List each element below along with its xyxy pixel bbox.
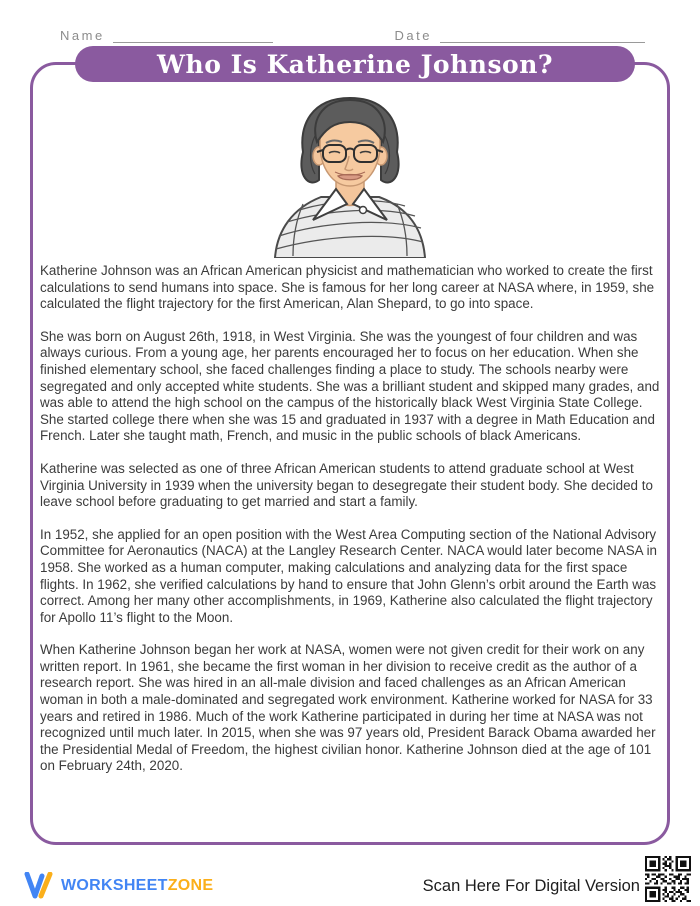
date-input-line[interactable] xyxy=(440,28,645,43)
field-spacer xyxy=(273,28,395,43)
title-bar xyxy=(75,46,635,82)
scan-here-text: Scan Here For Digital Version xyxy=(422,877,640,895)
paragraph-2: She was born on August 26th, 1918, in West Virginia. She was the youngest of four children and was always curious. From a young age, her parents encouraged her to focus on her education. When she finished elementary school, she faced challenges finding a place to study. The schools nearby were segregated and only accepted white students. She was a brilliant student and skipped many grades, and was able to attend the high school on the campus of the historically black West Virginia State College. She started college there when she was 15 and graduated in 1937 with a degree in Math Education and French. Later she taught math, French, and music in the public schools of black Americans. xyxy=(40,328,660,444)
logo-text xyxy=(61,877,213,895)
article-text xyxy=(40,263,661,775)
paragraph-5: When Katherine Johnson began her work at NASA, women were not given credit for their work on any written report. In 1961, she became the first woman in her division to receive credit as the author of a research report. She was hired in an all-male division and faced challenges as an African American woman in both a male-dominated and segregated work environment. Katherine worked for NASA for 33 years and retired in 1986. Much of the work Katherine participated in during her time at NASA was not recognized until much later. In 2015, when she was 97 years old, President Barack Obama awarded her the Presidential Medal of Freedom, the highest civilian honor. Katherine Johnson died at the age of 101 on February 24th, 2020. xyxy=(40,642,656,774)
name-input-line[interactable] xyxy=(113,28,273,43)
qr-code xyxy=(645,856,691,902)
paragraph-4: In 1952, she applied for an open position with the West Area Computing section of the National Advisory Committee for Aeronautics (NACA) at the Langley Research Center. NACA would later become NASA in 1958. She worked as a human computer, making calculations and analyzing data for the first space flights. In 1962, she verified calculations by hand to ensure that John Glenn’s orbit around the Earth was correct. Among her many other accomplishments, in 1969, Katherine also calculated the flight trajectory for Apollo 11’s flight to the Moon. xyxy=(40,526,658,625)
qr-code-icon xyxy=(645,856,691,902)
name-field-group xyxy=(60,28,273,43)
worksheet-zone-w-mark-icon xyxy=(24,872,54,899)
katherine-johnson-portrait xyxy=(263,86,437,258)
name-label: Name xyxy=(60,28,105,43)
page-title: Who Is Katherine Johnson? xyxy=(156,49,554,79)
paragraph-3: Katherine was selected as one of three African American students to attend graduate school at West Virginia University in 1939 when the university began to desegregate their student body. She decided to leave school before graduating to get married and start a family. xyxy=(40,460,653,510)
date-field-group xyxy=(395,28,645,43)
name-date-row xyxy=(60,28,645,43)
worksheet-zone-logo xyxy=(24,872,213,899)
date-label: Date xyxy=(394,28,432,43)
logo-text-zone: ZONE xyxy=(167,876,214,894)
logo-text-worksheet: WORKSHEET xyxy=(61,876,168,894)
portrait-illustration-svg xyxy=(263,86,437,258)
paragraph-1: Katherine Johnson was an African American physicist and mathematician who worked to create the first calculations to send humans into space. She is famous for her long career at NASA where, in 1959, she calculated the flight trajectory for the first American, Alan Shepard, to go into space. xyxy=(40,263,655,312)
